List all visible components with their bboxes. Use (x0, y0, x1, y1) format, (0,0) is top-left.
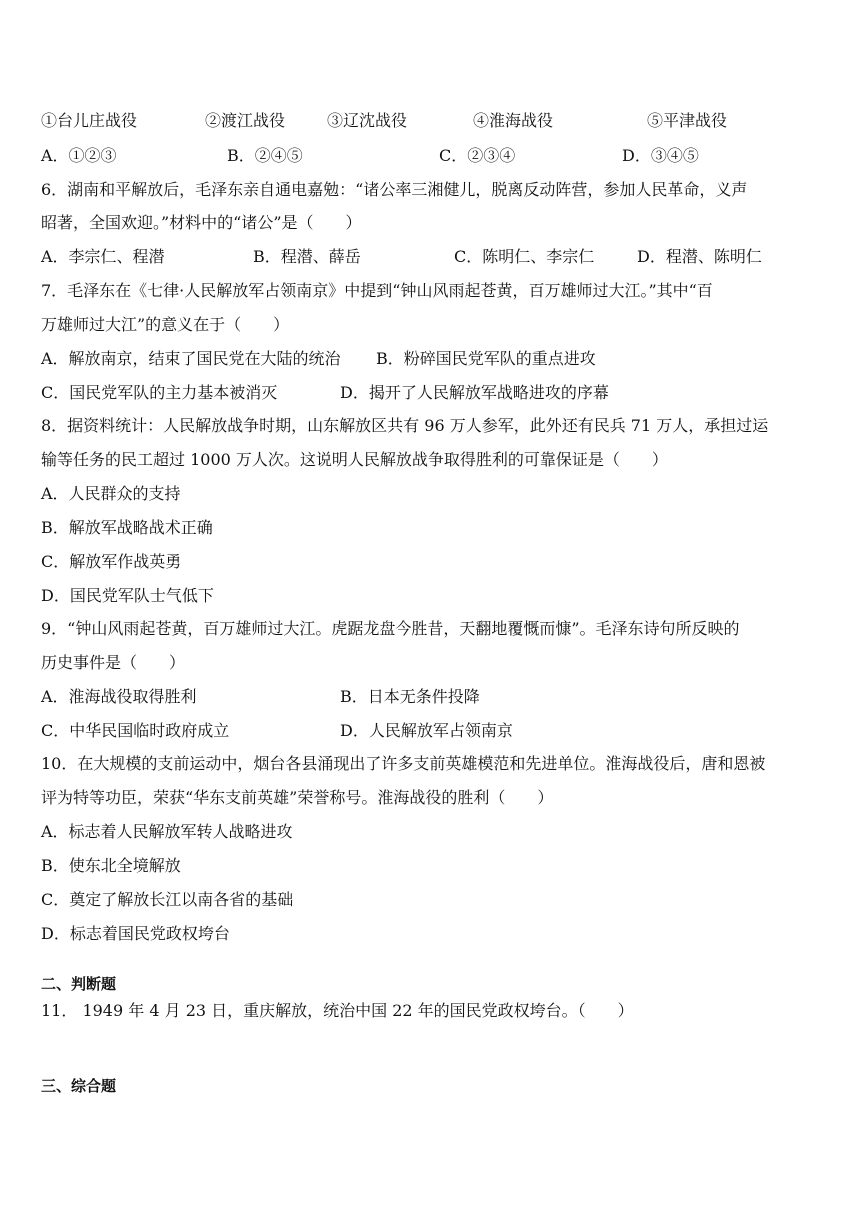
option-a: A．淮海战役取得胜利 (41, 687, 197, 706)
option-b: B．程潜、薛岳 (253, 247, 361, 266)
option-b: B．②④⑤ (227, 146, 303, 165)
q10-stem-line-2: 评为特等功臣，荣获“华东支前英雄”荣誉称号。淮海战役的胜利（ ） (41, 788, 554, 807)
option-c: C．国民党军队的主力基本被消灭 (41, 383, 278, 402)
q9-stem-line-1: 9．“钟山风雨起苍黄，百万雄师过大江。虎踞龙盘今胜昔，天翻地覆慨而慷”。毛泽东诗句所反映的 (41, 619, 740, 638)
option-b: B．粉碎国民党军队的重点进攻 (376, 349, 596, 368)
q5-item: ②渡江战役 (205, 111, 286, 130)
q7-stem-line-2: 万雄师过大江”的意义在于（ ） (41, 315, 290, 334)
q7-stem-line-1: 7．毛泽东在《七律·人民解放军占领南京》中提到“钟山风雨起苍黄，百万雄师过大江。”其中“百 (41, 281, 713, 300)
q5-item: ⑤平津战役 (647, 111, 728, 130)
option-b: B．使东北全境解放 (41, 856, 181, 875)
q5-item: ①台儿庄战役 (41, 111, 138, 130)
option-d: D．揭开了人民解放军战略进攻的序幕 (340, 383, 609, 402)
q5-item: ④淮海战役 (473, 111, 554, 130)
option-a: A．解放南京，结束了国民党在大陆的统治 (41, 349, 341, 368)
q8-stem-line-2: 输等任务的民工超过 1000 万人次。这说明人民解放战争取得胜利的可靠保证是（ ） (41, 450, 668, 469)
option-d: D．国民党军队士气低下 (41, 586, 214, 605)
option-c: C．奠定了解放长江以南各省的基础 (41, 890, 294, 909)
q6-stem-line-1: 6．湖南和平解放后，毛泽东亲自通电嘉勉：“诸公率三湘健儿，脱离反动阵营，参加人民革命，义声 (41, 180, 748, 199)
option-b: B．解放军战略战术正确 (41, 518, 213, 537)
option-b: B．日本无条件投降 (340, 687, 480, 706)
q5-item: ③辽沈战役 (327, 111, 408, 130)
option-d: D．程潜、陈明仁 (637, 247, 762, 266)
q11-stem: 11． 1949 年 4 月 23 日，重庆解放，统治中国 22 年的国民党政权垮台。（ ） (41, 1001, 634, 1020)
section-heading-judgement: 二、判断题 (41, 975, 117, 993)
option-d: D．③④⑤ (622, 146, 699, 165)
option-c: C．②③④ (439, 146, 516, 165)
q10-stem-line-1: 10．在大规模的支前运动中，烟台各县涌现出了许多支前英雄模范和先进单位。淮海战役后，唐和恩被 (41, 754, 766, 773)
option-a: A．①②③ (41, 146, 117, 165)
option-a: A．人民群众的支持 (41, 484, 181, 503)
option-c: C．解放军作战英勇 (41, 552, 182, 571)
option-a: A．标志着人民解放军转人战略进攻 (41, 822, 293, 841)
option-c: C．陈明仁、李宗仁 (454, 247, 595, 266)
option-c: C．中华民国临时政府成立 (41, 721, 230, 740)
option-a: A．李宗仁、程潜 (41, 247, 165, 266)
option-d: D．标志着国民党政权垮台 (41, 924, 230, 943)
q9-stem-line-2: 历史事件是（ ） (41, 653, 186, 672)
option-d: D．人民解放军占领南京 (340, 721, 513, 740)
q6-stem-line-2: 昭著，全国欢迎。”材料中的“诸公”是（ ） (41, 213, 362, 232)
section-heading-comprehensive: 三、综合题 (41, 1077, 117, 1095)
q8-stem-line-1: 8．据资料统计：人民解放战争时期，山东解放区共有 96 万人参军，此外还有民兵 71 万人，承担过运 (41, 416, 769, 435)
